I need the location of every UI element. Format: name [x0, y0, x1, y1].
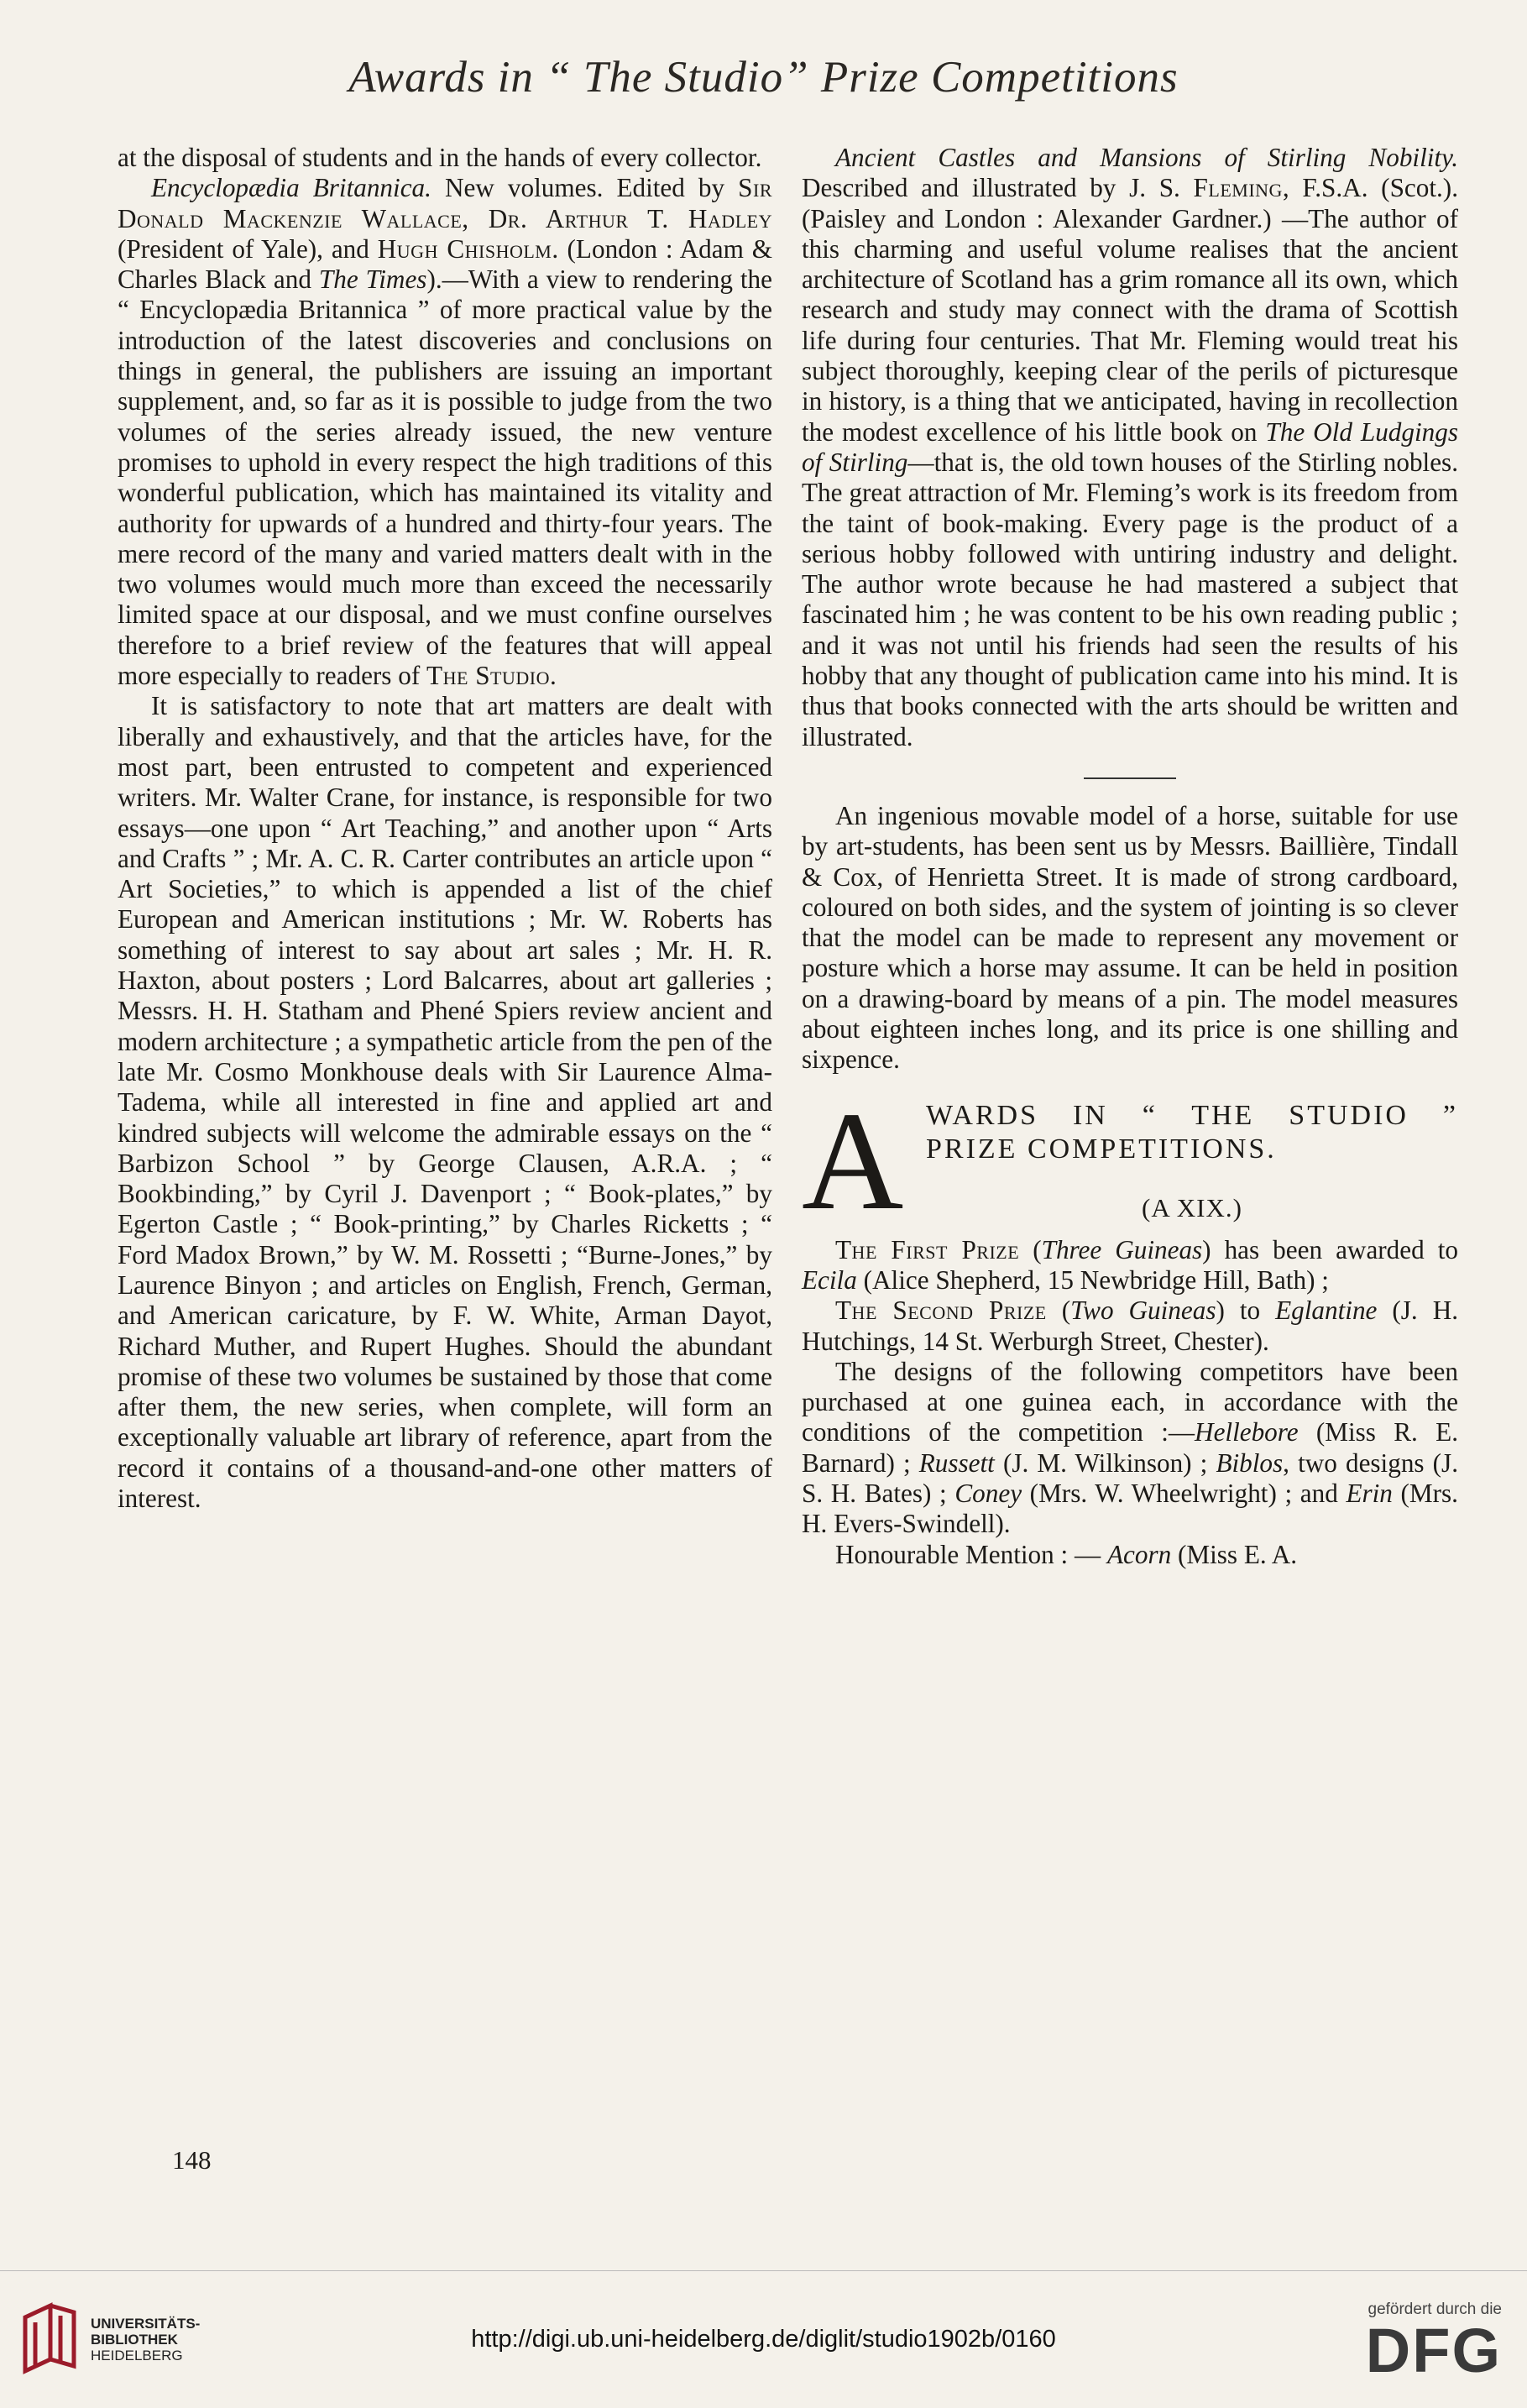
heading-line: WARDS IN “ THE STUDIO ”: [926, 1099, 1458, 1131]
pseudonym: Eglantine: [1275, 1296, 1378, 1326]
pseudonym: Ecila: [802, 1264, 857, 1295]
pseudonym: Hellebore: [1195, 1417, 1299, 1447]
drop-cap: A: [802, 1082, 904, 1239]
library-name-line: BIBLIOTHEK: [91, 2332, 178, 2348]
prize-amount: Two Guineas: [1070, 1296, 1216, 1326]
text-run: New volumes. Edited by: [431, 173, 739, 203]
prize-label: The First Prize: [835, 1234, 1020, 1264]
pseudonym: Russett: [918, 1447, 995, 1478]
publication-title: The Times: [318, 264, 427, 295]
text-run: Described and illustrated by J. S.: [802, 173, 1194, 203]
section-subhead: (A XIX.): [1142, 1192, 1242, 1222]
magazine-name: The Studio.: [426, 661, 557, 691]
prize-amount: Three Guineas: [1041, 1234, 1203, 1264]
text-run: ).—With a view to rendering the “ Encyclopædia Britannica ” of more practical value by the introduction of the latest discoveries and conclusions on things in general, the publishers are issuing an important supplement, and, so far as it is possible to judge from the two volumes of the series already issued, the new venture promises to uphold in every respect the high traditions of this wonderful publication, which has maintained its vitality and authority for upwards of a hundred and thirty-four years. The mere record of the many and varied matters dealt with in the two volumes would much more than exceed the necessarily limited space at our disposal, and we must confine ourselves therefore to a brief review of the features that will appeal more especially to readers of: [118, 264, 772, 691]
funding-caption: gefördert durch die: [1368, 2301, 1502, 2318]
text-run: (J. H. Hutchings, 14 St. Werburgh Street, Chester).: [802, 1296, 1459, 1356]
awards-heading: [802, 1082, 1458, 1239]
text-run: The designs of the following competitors have been purchased at one guinea each, in accordance with the conditions of the competition :—: [802, 1356, 1458, 1447]
book-title: Encyclopædia Britannica.: [151, 173, 431, 203]
text-run: has been awarded to: [1211, 1234, 1458, 1264]
author-names: Hugh Chisholm.: [377, 233, 559, 264]
paragraph-castles: [802, 143, 1458, 752]
text-run: Honourable Mention : —: [835, 1539, 1107, 1569]
text-run: (Miss R. E. Barnard) ;: [802, 1417, 1458, 1478]
book-title: The Old Ludgings of Stirling: [802, 416, 1458, 477]
text-run: (President of Yale), and: [118, 233, 378, 264]
paragraph-purchased-designs: [802, 1357, 1458, 1540]
heading-line: PRIZE COMPETITIONS.: [926, 1133, 1277, 1165]
footer-divider: [0, 2270, 1527, 2271]
pseudonym: Coney: [954, 1478, 1022, 1508]
paragraph-horse-model: An ingenious movable model of a horse, suitable for use by art-students, has been sent us by Messrs. Baillière, Tindall & Cox, of Henrietta Street. It is made of strong cardboard, coloured on both sides, and the system of jointing is so clever that the model can be made to represent any movement or posture which a horse may assume. It can be held in position on a drawing-board by means of a pin. The model measures about eighteen inches long, and its price is one shilling and sixpence.: [802, 800, 1458, 1075]
library-name-line: UNIVERSITÄTS-: [91, 2316, 201, 2332]
dfg-wordmark: DFG: [1365, 2316, 1502, 2385]
source-url-link[interactable]: http://digi.ub.uni-heidelberg.de/diglit/studio1902b/0160: [471, 2326, 1056, 2353]
author-name: Fleming: [1193, 173, 1283, 203]
text-run: (Alice Shepherd, 15 Newbridge Hill, Bath) ;: [856, 1264, 1329, 1295]
paragraph-first-prize: The First Prize (Three Guineas) has been awarded to Ecila (Alice Shepherd, 15 Newbridge Hill, Bath) ;: [802, 1234, 1458, 1295]
paragraph-second-prize: The Second Prize (Two Guineas) to Eglantine (J. H. Hutchings, 14 St. Werburgh Street, Chester).: [802, 1296, 1459, 1356]
section-divider: [1084, 777, 1176, 779]
paragraph-encyclopaedia: [118, 173, 772, 691]
running-head: Awards in “ The Studio” Prize Competitions: [348, 53, 1179, 102]
paragraph: at the disposal of students and in the hands of every collector.: [118, 143, 762, 172]
page-number: 148: [172, 2145, 212, 2175]
paragraph: It is satisfactory to note that art matters are dealt with liberally and exhaustively, and that the articles have, for the most part, been entrusted to competent and experienced writers. Mr. Walter Crane, for instance, is responsible for two essays—one upon “ Art Teaching,” and another upon “ Arts and Crafts ” ; Mr. A. C. R. Carter contributes an article upon “ Art Societies,” to which is appended a list of the chief European and American institutions ; Mr. W. Roberts has something of interest to say about art sales ; Mr. H. R. Haxton, about posters ; Lord Balcarres, about art galleries ; Messrs. H. H. Statham and Phené Spiers review ancient and modern architecture ; a sympathetic article from the pen of the late Mr. Cosmo Monkhouse deals with Sir Laurence Alma-Tadema, while all interested in fine and applied art and kindred subjects will welcome the admirable essays on the “ Barbizon School ” by George Clausen, A.R.A. ; “ Bookbinding,” by Cyril J. Davenport ; “ Book-plates,” by Egerton Castle ; “ Book-printing,” by Charles Ricketts ; “ Ford Madox Brown,” by W. M. Rossetti ; “Burne-Jones,” by Laurence Binyon ; and articles on English, French, German, and American caricature, by F. W. White, Arman Dayot, Richard Muther, and Rupert Hughes. Should the abundant promise of these two volumes be sustained by those that come after them, the new series, when complete, will form an exceptionally valuable art library of reference, apart from the record it contains of a thousand-and-one other matters of interest.: [118, 691, 772, 1514]
paragraph-honourable-mention: [802, 1540, 1458, 1570]
book-title: Ancient Castles and Mansions of Stirling Nobility.: [835, 143, 1458, 172]
text-run: to: [1224, 1296, 1276, 1326]
text-run: , F.S.A. (Scot.). (Paisley and London : Alexander Gardner.) —The author of this charming and useful volume realises that the ancient architecture of Scotland has a grim romance all its own, which research and study may connect with the drama of Scottish life during four centuries. That Mr. Fleming would treat his subject thoroughly, keeping clear of the perils of picturesque in history, is a thing that we anticipated, having in recollection the modest excellence of his little book on: [802, 173, 1458, 447]
library-name-line: HEIDELBERG: [91, 2348, 183, 2364]
text-run: (London : Adam & Charles Black and: [118, 233, 772, 295]
text-run: (Mrs. H. Evers-Swindell).: [802, 1478, 1458, 1539]
text-run: , two designs (J. S. H. Bates) ;: [802, 1447, 1458, 1508]
text-run: —that is, the old town houses of the Stirling nobles. The great attraction of Mr. Fleming’s work is its freedom from the taint of book-making. Every page is the product of a serious hobby followed with untiring industry and delight. The author wrote because he had mastered a subject that fascinated him ; he was content to be his own reading public ; and it was not until his friends had seen the results of his hobby that any thought of publication came into his mind. It is thus that books connected with the arts should be written and illustrated.: [802, 447, 1458, 751]
text-run: (Miss E. A.: [1171, 1539, 1298, 1569]
right-column: [802, 143, 1458, 1570]
author-names: Sir Donald Mackenzie Wallace, Dr. Arthur T. Hadley: [118, 173, 773, 233]
left-column: [118, 143, 772, 1514]
prize-label: The Second Prize: [835, 1296, 1047, 1326]
dfg-logo[interactable]: [1334, 2301, 1502, 2383]
pseudonym: Biblos: [1216, 1447, 1284, 1478]
pseudonym: Erin: [1346, 1478, 1393, 1508]
text-run: (J. M. Wilkinson) ;: [994, 1447, 1216, 1478]
text-run: (Mrs. W. Wheelwright) ; and: [1022, 1478, 1347, 1508]
pseudonym: Acorn: [1106, 1539, 1172, 1569]
